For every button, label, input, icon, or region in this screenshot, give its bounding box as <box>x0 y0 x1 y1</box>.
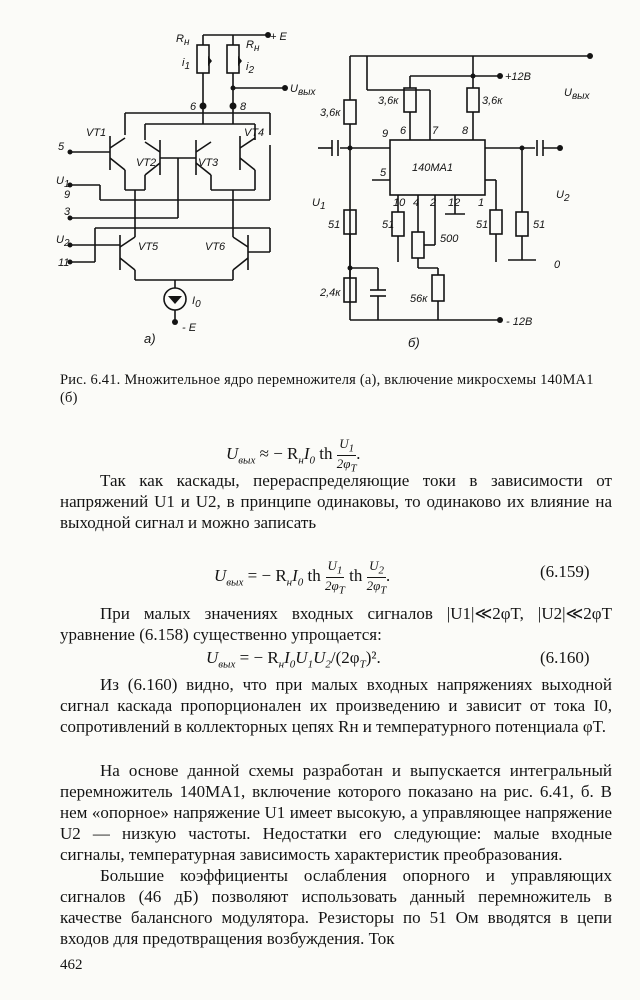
fig-b-minus12: - 12В <box>506 316 533 328</box>
fig-b-uvyx: Uвых <box>564 87 590 102</box>
fig-b-p7: 7 <box>432 125 439 137</box>
fig-a-vt1: VT1 <box>86 127 107 139</box>
fig-b-p12: 12 <box>448 197 461 209</box>
fig-a-vt5: VT5 <box>138 241 159 253</box>
fig-a-i0: I0 <box>192 295 201 310</box>
paragraph-3: Из (6.160) видно, что при малых входных напряжениях выходной сигнал каскада пропорционален их произведению и зависит от тока I0, сопротивлений в коллекторных цепях Rн и температурного потенциала φT. <box>60 675 612 736</box>
fig-b-r36b: 3,6к <box>378 95 399 107</box>
fig-b-chip: 140МА1 <box>412 162 453 174</box>
fig-a-plus-e: + E <box>270 31 287 43</box>
fig-a-pin9: 9 <box>64 189 71 201</box>
fig-a-u2: U2 <box>56 234 70 249</box>
fig-b-sublabel: б) <box>408 335 420 350</box>
fig-b-p10: 10 <box>393 197 406 209</box>
figure-circuits <box>0 0 640 365</box>
equation-6-160: $U_{вых}$ = − $R_нI_0U_1U_2/(2\varphi_T)^2$. <box>206 648 381 671</box>
equation-1: $U_{вых}$ ≈ − $R_нI_0$ th $\frac{U_1}{2\varphi_T}$ . <box>226 436 361 475</box>
fig-a-i1: i1 <box>182 57 191 72</box>
paragraph-4: На основе данной схемы разработан и выпускается интегральный перемножитель 140МА1, включение которого показано на рис. 6.41, б. В нем «опорное» напряжение U1 имеет высокую, а управляющее напряжение U2 — низкую частоты. Недостатки его следующие: малые входные сигналы, температурная зависимость характеристик преобразования. <box>60 761 612 864</box>
figure-caption: Рис. 6.41. Множительное ядро перемножителя (а), включение микросхемы 140МА1 (б) <box>60 372 594 406</box>
fig-b-r36c: 3,6к <box>482 95 503 107</box>
fig-b-r24: 2,4к <box>320 287 341 299</box>
equation-number-6-160: (6.160) <box>540 648 590 667</box>
fig-b-p9: 9 <box>382 128 389 140</box>
fig-b-plus12: +12В <box>505 71 531 83</box>
paragraph-5: Большие коэффициенты ослабления опорного и управляющих сигналов (46 дБ) позволяют использовать данный перемножитель в качестве балансного модулятора. Резисторы по 51 Ом вводятся в цепи входов для предотвращения возбуждения. Ток <box>60 866 612 948</box>
fig-b-p8: 8 <box>462 125 469 137</box>
fig-a-sublabel: а) <box>144 331 156 346</box>
fig-b-zero: 0 <box>554 259 561 271</box>
fig-b-p1: 1 <box>478 197 485 209</box>
equation-number-6-159: (6.159) <box>540 562 590 581</box>
fig-b-r51c: 51 <box>476 219 489 231</box>
fig-a-vt4: VT4 <box>244 127 265 139</box>
fig-a-vt3: VT3 <box>198 157 219 169</box>
fig-a-rn-label: Rн <box>176 33 190 48</box>
fig-b-r51d: 51 <box>533 219 546 231</box>
fig-a-minus-e: - E <box>182 322 197 334</box>
fig-a-rn2-label: Rн <box>246 39 260 54</box>
fig-b-u2: U2 <box>556 189 570 204</box>
fig-a-pin3: 3 <box>64 206 71 218</box>
fig-a-uvyx: Uвых <box>290 83 316 98</box>
fig-b-p4: 4 <box>413 197 420 209</box>
fig-a-i2: i2 <box>246 61 255 76</box>
fig-a-pin11: 11 <box>58 257 70 269</box>
fig-b-r51a: 51 <box>328 219 341 231</box>
fig-b-r500: 500 <box>440 233 459 245</box>
fig-a-u1: U1 <box>56 175 70 190</box>
fig-a-node6: 6 <box>190 101 197 113</box>
fig-b-p2: 2 <box>430 197 437 209</box>
fig-b-r56: 56к <box>410 293 428 305</box>
fig-b-p5: 5 <box>380 167 387 179</box>
fig-a-pin5: 5 <box>58 141 65 153</box>
fig-b-p6: 6 <box>400 125 407 137</box>
paragraph-2: При малых значениях входных сигналов |U1|≪2φT, |U2|≪2φT уравнение (6.158) существенно упрощается: <box>60 604 612 644</box>
fig-a-vt2: VT2 <box>136 157 157 169</box>
fig-a-node8: 8 <box>240 101 247 113</box>
fig-b-r36a: 3,6к <box>320 107 341 119</box>
equation-6-159: $U_{вых}$ = − $R_нI_0$ th $\frac{U_1}{2\varphi_T}$ th $\frac{U_2}{2\varphi_T}$ . <box>214 558 391 597</box>
fig-a-vt6: VT6 <box>205 241 226 253</box>
paragraph-1: Так как каскады, перераспределяющие токи в зависимости от напряжений U1 и U2, в принципе одинаковы, то одинаково их влияние на выходной сигнал и можно записать <box>60 471 612 532</box>
fig-b-r51b: 51 <box>382 219 395 231</box>
page-number: 462 <box>60 957 83 973</box>
fig-b-u1: U1 <box>312 197 326 212</box>
